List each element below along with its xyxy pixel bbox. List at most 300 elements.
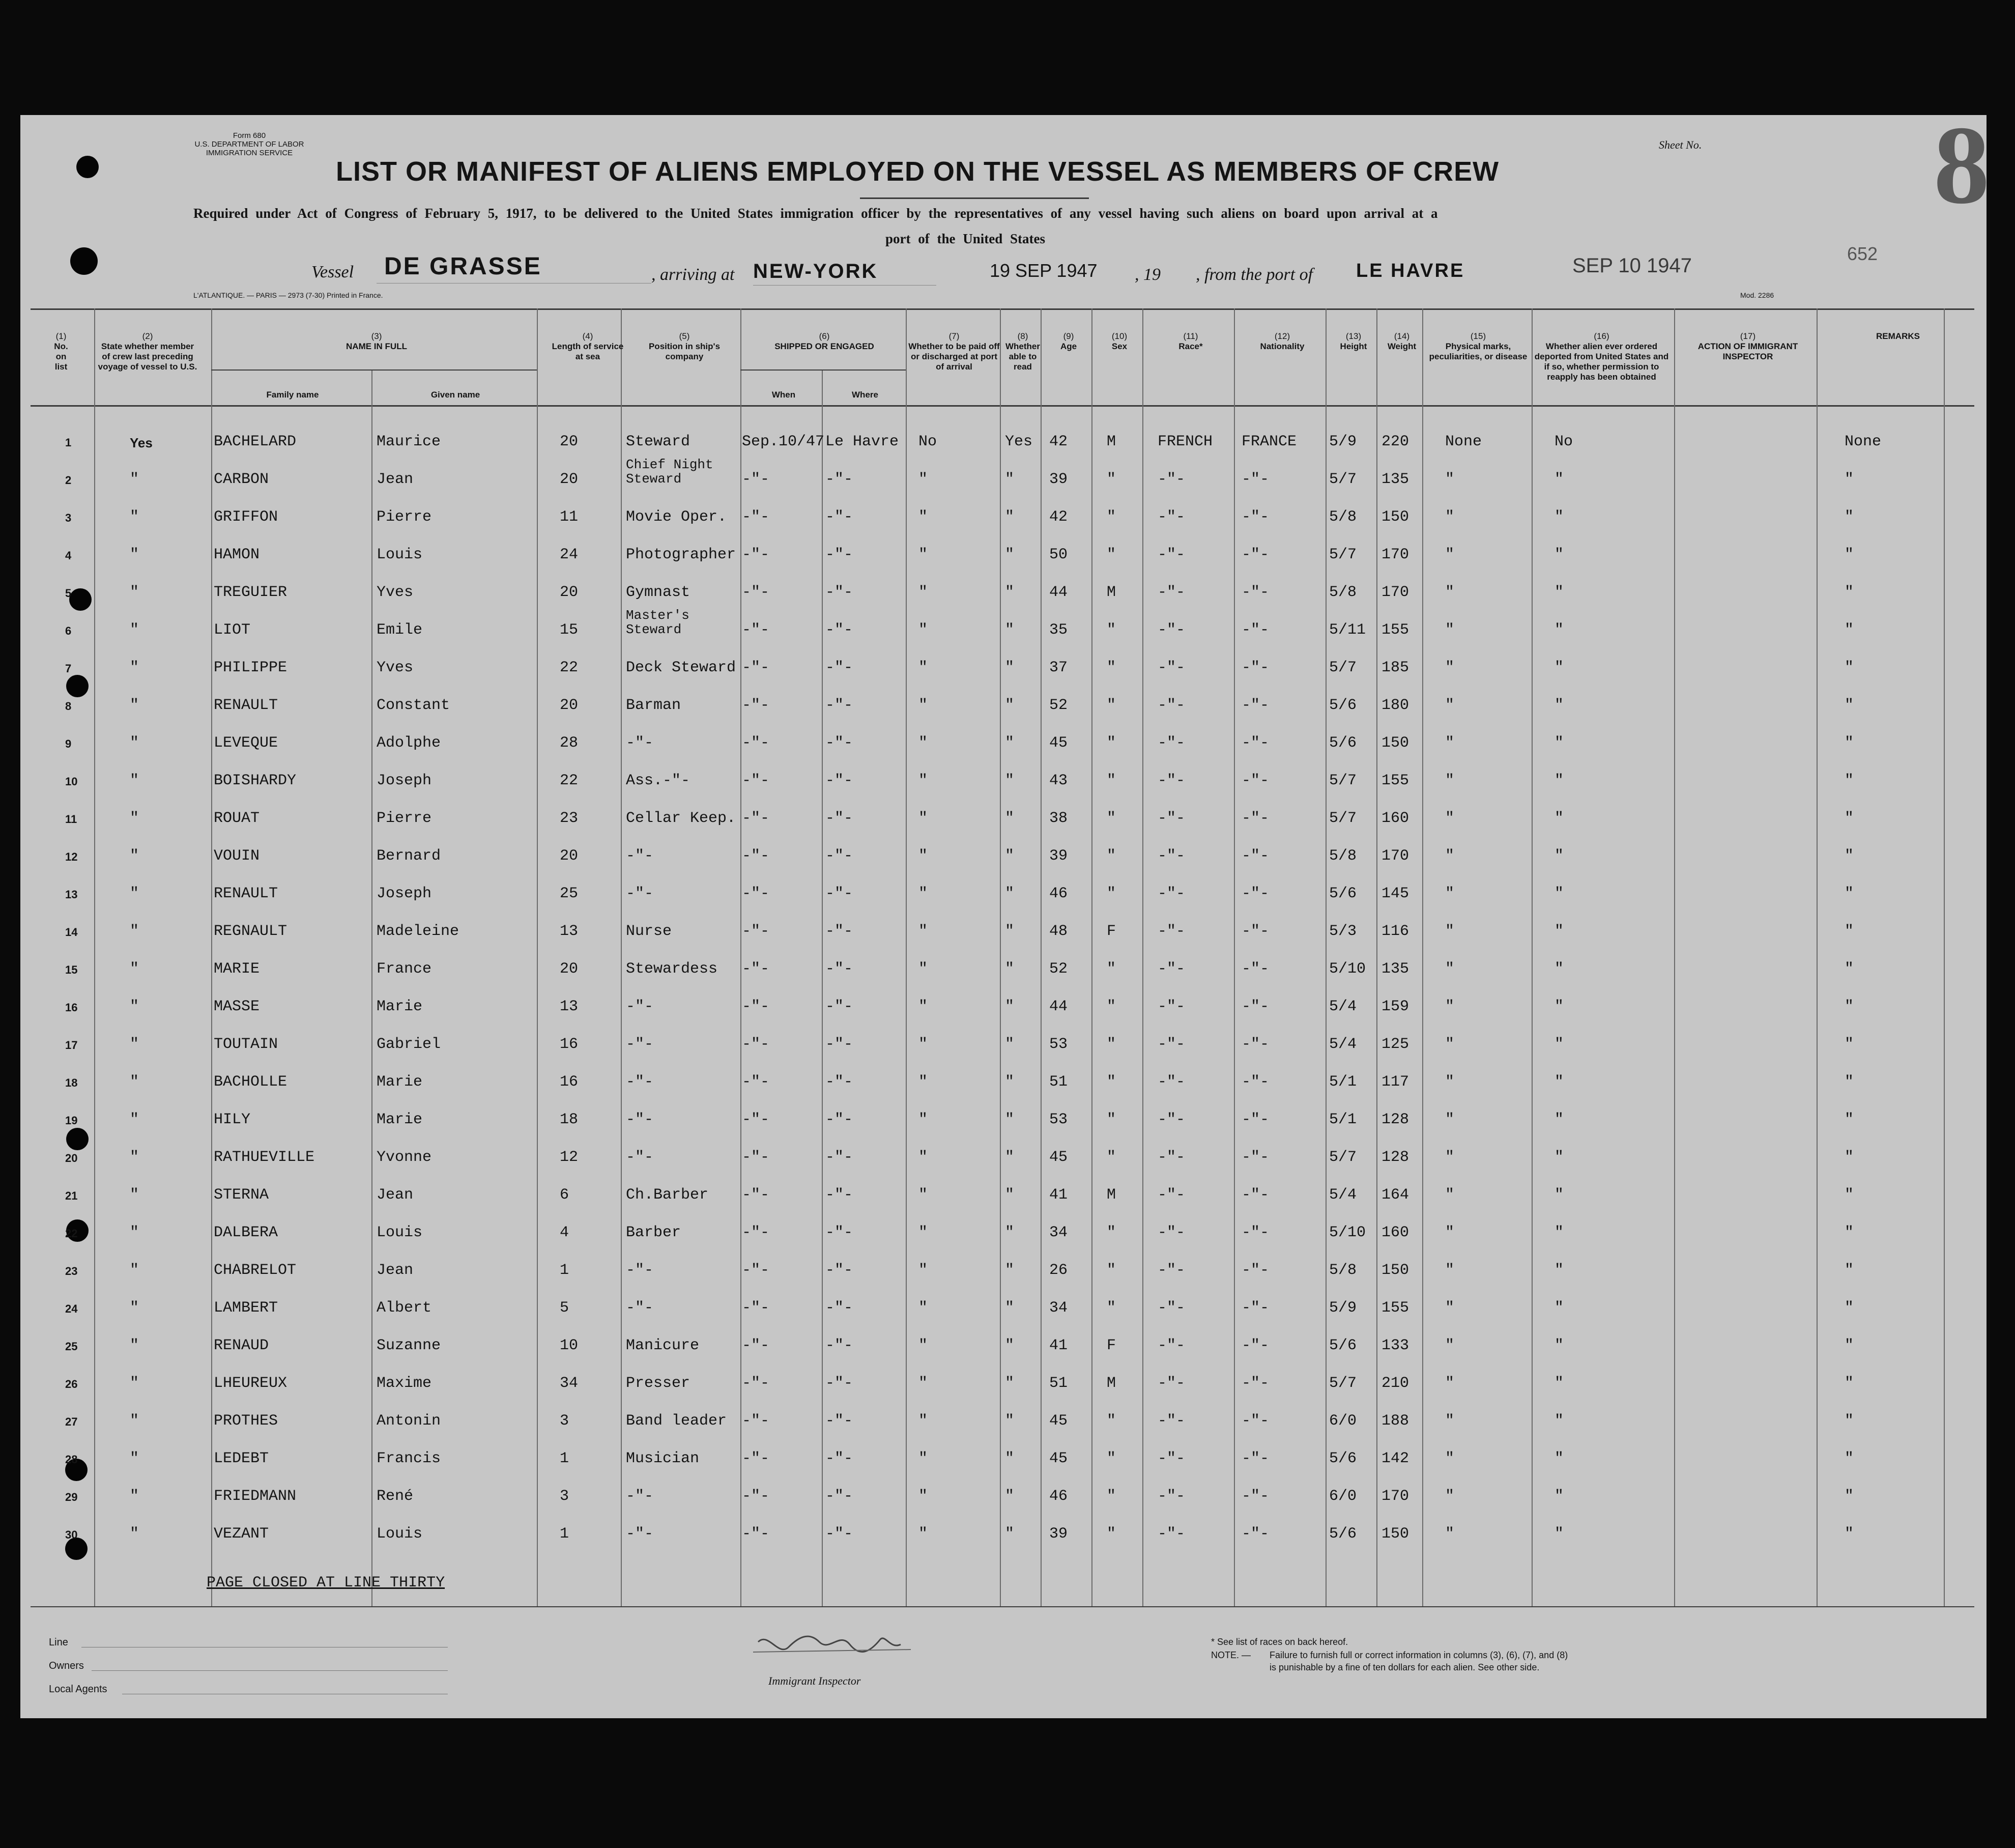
weight-cell: 155: [1381, 772, 1409, 789]
col-header-remarks: REMARKS: [1876, 331, 1920, 341]
shipped-when-cell: -"-: [742, 659, 770, 676]
able-to-read-cell: ": [1005, 1262, 1015, 1279]
shipped-when-cell: -"-: [742, 471, 770, 488]
shipped-where-cell: -"-: [825, 847, 853, 865]
nationality-cell: -"-: [1242, 1488, 1270, 1505]
age-cell: 43: [1049, 772, 1068, 789]
sex-cell: M: [1107, 1186, 1116, 1204]
paid-off-cell: ": [918, 847, 928, 865]
shipped-where-cell: -"-: [825, 659, 853, 676]
deported-cell: ": [1555, 546, 1564, 563]
line-number-cell: 1: [65, 436, 72, 449]
table-bottom-rule: [31, 1606, 1974, 1607]
sex-cell: ": [1107, 1111, 1116, 1128]
position-cell: Chief Night Steward: [626, 457, 713, 487]
remarks-cell: ": [1845, 1073, 1854, 1091]
race-cell: -"-: [1158, 810, 1186, 827]
paid-off-cell: ": [918, 1412, 928, 1430]
prior-voyage-cell: ": [130, 1224, 139, 1241]
remarks-cell: ": [1845, 508, 1854, 526]
physical-marks-cell: ": [1445, 1375, 1455, 1392]
height-cell: 5/8: [1329, 584, 1357, 601]
paid-off-cell: ": [918, 508, 928, 526]
col-header-17: (17) ACTION OF IMMIGRANT INSPECTOR: [1697, 331, 1798, 361]
given-name-cell: Joseph: [377, 772, 432, 789]
shipped-when-cell: -"-: [742, 1149, 770, 1166]
length-of-service-cell: 28: [560, 734, 579, 752]
prior-voyage-cell: ": [130, 1149, 139, 1166]
physical-marks-cell: ": [1445, 1262, 1455, 1279]
shipped-where-cell: -"-: [825, 1488, 853, 1505]
sex-cell: ": [1107, 1149, 1116, 1166]
family-name-cell: LEDEBT: [214, 1450, 269, 1467]
race-cell: -"-: [1158, 1073, 1186, 1091]
able-to-read-cell: ": [1005, 1488, 1015, 1505]
line-number-cell: 10: [65, 775, 78, 788]
position-cell: Presser: [626, 1375, 690, 1392]
length-of-service-cell: 20: [560, 471, 579, 488]
nationality-cell: -"-: [1242, 1186, 1270, 1204]
shipped-when-cell: -"-: [742, 734, 770, 752]
page-closed-note: PAGE CLOSED AT LINE THIRTY: [207, 1574, 445, 1591]
family-name-cell: BOISHARDY: [214, 772, 297, 789]
shipped-where-cell: -"-: [825, 508, 853, 526]
line-number-cell: 9: [65, 737, 72, 750]
nationality-cell: -"-: [1242, 885, 1270, 902]
shipped-when-cell: -"-: [742, 923, 770, 940]
weight-cell: 117: [1381, 1073, 1409, 1091]
deported-cell: ": [1555, 471, 1564, 488]
given-name-cell: Jean: [377, 471, 414, 488]
manifest-sheet: [20, 103, 1990, 1718]
agents-label: Local Agents: [49, 1684, 107, 1695]
year-label: , 19: [1135, 265, 1161, 284]
deported-cell: ": [1555, 772, 1564, 789]
physical-marks-cell: ": [1445, 885, 1455, 902]
physical-marks-cell: ": [1445, 1149, 1455, 1166]
remarks-cell: ": [1845, 471, 1854, 488]
punch-hole: [66, 1128, 89, 1150]
punch-hole: [66, 675, 89, 697]
given-name-cell: Jean: [377, 1262, 414, 1279]
line-number-cell: 5: [65, 587, 72, 600]
paid-off-cell: ": [918, 1224, 928, 1241]
physical-marks-cell: ": [1445, 659, 1455, 676]
position-cell: Stewardess: [626, 960, 718, 978]
race-cell: -"-: [1158, 659, 1186, 676]
weight-cell: 160: [1381, 810, 1409, 827]
family-name-cell: MARIE: [214, 960, 260, 978]
nationality-cell: -"-: [1242, 1073, 1270, 1091]
family-name-cell: STERNA: [214, 1186, 269, 1204]
race-cell: -"-: [1158, 1375, 1186, 1392]
length-of-service-cell: 1: [560, 1450, 569, 1467]
height-cell: 5/7: [1329, 1375, 1357, 1392]
given-name-cell: Joseph: [377, 885, 432, 902]
family-name-cell: CHABRELOT: [214, 1262, 297, 1279]
age-cell: 45: [1049, 1450, 1068, 1467]
length-of-service-cell: 16: [560, 1036, 579, 1053]
length-of-service-cell: 24: [560, 546, 579, 563]
sex-cell: ": [1107, 1262, 1116, 1279]
deported-cell: ": [1555, 1525, 1564, 1543]
requirement-text-2: port of the United States: [885, 231, 1045, 246]
weight-cell: 135: [1381, 960, 1409, 978]
prior-voyage-cell: ": [130, 960, 139, 978]
weight-cell: 180: [1381, 697, 1409, 714]
race-cell: -"-: [1158, 998, 1186, 1015]
column-line: [1674, 308, 1675, 1606]
line-number-cell: 13: [65, 888, 78, 901]
able-to-read-cell: ": [1005, 1149, 1015, 1166]
punch-hole: [76, 156, 99, 178]
nationality-cell: -"-: [1242, 1299, 1270, 1317]
paid-off-cell: ": [918, 772, 928, 789]
paid-off-cell: ": [918, 1186, 928, 1204]
given-name-cell: Maurice: [377, 433, 441, 450]
remarks-cell: ": [1845, 772, 1854, 789]
shipped-where-cell: -"-: [825, 471, 853, 488]
shipped-when-cell: -"-: [742, 998, 770, 1015]
prior-voyage-cell: Yes: [130, 435, 153, 450]
paid-off-cell: ": [918, 1111, 928, 1128]
line-number-cell: 19: [65, 1114, 78, 1127]
physical-marks-cell: ": [1445, 772, 1455, 789]
height-cell: 5/7: [1329, 1149, 1357, 1166]
physical-marks-cell: ": [1445, 847, 1455, 865]
nationality-cell: -"-: [1242, 471, 1270, 488]
col-header-11: (11) Race*: [1178, 331, 1203, 351]
subheader-rule: [211, 369, 537, 371]
height-cell: 5/6: [1329, 1525, 1357, 1543]
deported-cell: ": [1555, 1149, 1564, 1166]
prior-voyage-cell: ": [130, 697, 139, 714]
shipped-when-cell: -"-: [742, 1224, 770, 1241]
shipped-when-cell: -"-: [742, 1375, 770, 1392]
weight-cell: 164: [1381, 1186, 1409, 1204]
line-number-cell: 6: [65, 624, 72, 637]
inspector-signature: [748, 1622, 921, 1667]
prior-voyage-cell: ": [130, 772, 139, 789]
physical-marks-cell: ": [1445, 1036, 1455, 1053]
shipped-where-cell: -"-: [825, 1149, 853, 1166]
weight-cell: 150: [1381, 508, 1409, 526]
race-cell: -"-: [1158, 772, 1186, 789]
weight-cell: 210: [1381, 1375, 1409, 1392]
able-to-read-cell: ": [1005, 960, 1015, 978]
paid-off-cell: ": [918, 1488, 928, 1505]
line-number-cell: 14: [65, 926, 78, 939]
remarks-cell: ": [1845, 1412, 1854, 1430]
height-cell: 5/8: [1329, 508, 1357, 526]
remarks-cell: ": [1845, 998, 1854, 1015]
shipped-when-cell: -"-: [742, 1036, 770, 1053]
able-to-read-cell: ": [1005, 621, 1015, 639]
family-name-cell: PHILIPPE: [214, 659, 287, 676]
position-cell: Nurse: [626, 923, 672, 940]
age-cell: 51: [1049, 1073, 1068, 1091]
shipped-when-cell: -"-: [742, 1525, 770, 1543]
age-cell: 53: [1049, 1111, 1068, 1128]
remarks-cell: ": [1845, 1299, 1854, 1317]
physical-marks-cell: ": [1445, 1111, 1455, 1128]
length-of-service-cell: 20: [560, 847, 579, 865]
line-label: Line: [49, 1637, 68, 1648]
shipped-when-cell: -"-: [742, 810, 770, 827]
remarks-cell: ": [1845, 1149, 1854, 1166]
physical-marks-cell: ": [1445, 621, 1455, 639]
nationality-cell: -"-: [1242, 1224, 1270, 1241]
column-line: [94, 308, 95, 1606]
column-line: [1041, 308, 1042, 1606]
given-name-cell: Francis: [377, 1450, 441, 1467]
sex-cell: ": [1107, 1412, 1116, 1430]
age-cell: 45: [1049, 734, 1068, 752]
paid-off-cell: ": [918, 1036, 928, 1053]
length-of-service-cell: 16: [560, 1073, 579, 1091]
column-line: [822, 369, 823, 1606]
paid-off-cell: ": [918, 1149, 928, 1166]
sex-cell: ": [1107, 734, 1116, 752]
department: U.S. DEPARTMENT OF LABOR: [194, 140, 304, 149]
family-name-cell: BACHELARD: [214, 433, 297, 450]
able-to-read-cell: ": [1005, 508, 1015, 526]
col-header-1: (1) No. on list: [54, 331, 68, 372]
height-cell: 5/4: [1329, 1186, 1357, 1204]
position-cell: Manicure: [626, 1337, 700, 1354]
given-name-cell: Suzanne: [377, 1337, 441, 1354]
line-number-cell: 11: [65, 813, 77, 826]
weight-cell: 150: [1381, 1525, 1409, 1543]
physical-marks-cell: ": [1445, 1337, 1455, 1354]
able-to-read-cell: ": [1005, 1073, 1015, 1091]
height-cell: 5/6: [1329, 697, 1357, 714]
page-stamp: 652: [1847, 243, 1878, 264]
deported-cell: ": [1555, 584, 1564, 601]
weight-cell: 170: [1381, 584, 1409, 601]
shipped-when-cell: -"-: [742, 847, 770, 865]
prior-voyage-cell: ": [130, 1262, 139, 1279]
age-cell: 46: [1049, 885, 1068, 902]
shipped-where-cell: -"-: [825, 546, 853, 563]
prior-voyage-cell: ": [130, 1186, 139, 1204]
length-of-service-cell: 22: [560, 772, 579, 789]
shipped-when-cell: -"-: [742, 1337, 770, 1354]
col-header-2: (2) State whether member of crew last preceding voyage of vessel to U.S.: [98, 331, 197, 372]
age-cell: 48: [1049, 923, 1068, 940]
line-number-cell: 20: [65, 1152, 78, 1164]
race-cell: -"-: [1158, 1262, 1186, 1279]
nationality-cell: -"-: [1242, 998, 1270, 1015]
service: IMMIGRATION SERVICE: [206, 149, 293, 157]
given-name-cell: René: [377, 1488, 414, 1505]
age-cell: 39: [1049, 1525, 1068, 1543]
sex-cell: ": [1107, 1073, 1116, 1091]
inspector-label: Immigrant Inspector: [768, 1674, 861, 1687]
sex-cell: ": [1107, 998, 1116, 1015]
family-name-cell: VOUIN: [214, 847, 260, 865]
given-name-cell: Marie: [377, 1111, 423, 1128]
family-name-cell: BACHOLLE: [214, 1073, 287, 1091]
remarks-cell: ": [1845, 1450, 1854, 1467]
deported-cell: ": [1555, 697, 1564, 714]
position-cell: -"-: [626, 1488, 654, 1505]
column-line: [1000, 308, 1001, 1606]
length-of-service-cell: 13: [560, 998, 579, 1015]
remarks-cell: ": [1845, 810, 1854, 827]
family-name-cell: LIOT: [214, 621, 251, 639]
shipped-when-cell: -"-: [742, 1412, 770, 1430]
given-name-cell: France: [377, 960, 432, 978]
physical-marks-cell: ": [1445, 810, 1455, 827]
line-number-cell: 26: [65, 1378, 78, 1390]
able-to-read-cell: ": [1005, 923, 1015, 940]
position-cell: Ch.Barber: [626, 1186, 709, 1204]
column-line: [211, 308, 212, 1606]
sex-cell: ": [1107, 697, 1116, 714]
paid-off-cell: ": [918, 697, 928, 714]
position-cell: -"-: [626, 1111, 654, 1128]
line-number-cell: 12: [65, 850, 78, 863]
age-cell: 52: [1049, 697, 1068, 714]
given-name-cell: Emile: [377, 621, 423, 639]
race-cell: FRENCH: [1158, 433, 1213, 450]
column-line: [1091, 308, 1092, 1606]
arrival-date-stamp: 19 SEP 1947: [990, 260, 1098, 281]
nationality-cell: -"-: [1242, 1412, 1270, 1430]
age-cell: 42: [1049, 508, 1068, 526]
length-of-service-cell: 25: [560, 885, 579, 902]
physical-marks-cell: ": [1445, 471, 1455, 488]
column-line: [1532, 308, 1533, 1606]
line-number-cell: 27: [65, 1415, 78, 1428]
paid-off-cell: ": [918, 546, 928, 563]
height-cell: 5/7: [1329, 546, 1357, 563]
physical-marks-cell: ": [1445, 923, 1455, 940]
sheet-number: 8: [1934, 103, 1990, 227]
length-of-service-cell: 4: [560, 1224, 569, 1241]
physical-marks-cell: ": [1445, 1525, 1455, 1543]
sex-cell: M: [1107, 433, 1116, 450]
col-header-10: (10) Sex: [1111, 331, 1128, 351]
position-cell: Movie Oper.: [626, 508, 727, 526]
prior-voyage-cell: ": [130, 1299, 139, 1317]
given-name-cell: Gabriel: [377, 1036, 441, 1053]
race-cell: -"-: [1158, 621, 1186, 639]
race-cell: -"-: [1158, 1525, 1186, 1543]
race-cell: -"-: [1158, 546, 1186, 563]
sex-cell: ": [1107, 772, 1116, 789]
height-cell: 5/4: [1329, 998, 1357, 1015]
paid-off-cell: ": [918, 471, 928, 488]
shipped-where-cell: -"-: [825, 772, 853, 789]
line-number-cell: 25: [65, 1340, 78, 1353]
line-number-cell: 24: [65, 1302, 78, 1315]
age-cell: 46: [1049, 1488, 1068, 1505]
family-name-cell: RENAULT: [214, 885, 278, 902]
length-of-service-cell: 22: [560, 659, 579, 676]
height-cell: 5/9: [1329, 1299, 1357, 1317]
prior-voyage-cell: ": [130, 923, 139, 940]
family-name-cell: FRIEDMANN: [214, 1488, 297, 1505]
height-cell: 5/8: [1329, 1262, 1357, 1279]
remarks-cell: ": [1845, 847, 1854, 865]
height-cell: 5/4: [1329, 1036, 1357, 1053]
given-name-cell: Constant: [377, 697, 450, 714]
deported-cell: ": [1555, 734, 1564, 752]
paid-off-cell: No: [918, 433, 937, 450]
col-header-6-when: When: [771, 390, 796, 400]
col-header-3-family: Family name: [266, 390, 319, 400]
weight-cell: 145: [1381, 885, 1409, 902]
race-cell: -"-: [1158, 1412, 1186, 1430]
able-to-read-cell: ": [1005, 584, 1015, 601]
paid-off-cell: ": [918, 1262, 928, 1279]
given-name-cell: Bernard: [377, 847, 441, 865]
shipped-where-cell: -"-: [825, 1073, 853, 1091]
age-cell: 53: [1049, 1036, 1068, 1053]
position-cell: -"-: [626, 998, 654, 1015]
remarks-cell: ": [1845, 584, 1854, 601]
nationality-cell: -"-: [1242, 584, 1270, 601]
sex-cell: M: [1107, 584, 1116, 601]
family-name-cell: TOUTAIN: [214, 1036, 278, 1053]
family-name-cell: HILY: [214, 1111, 251, 1128]
sex-cell: F: [1107, 923, 1116, 940]
age-cell: 45: [1049, 1149, 1068, 1166]
age-cell: 39: [1049, 471, 1068, 488]
physical-marks-cell: ": [1445, 1450, 1455, 1467]
shipped-where-cell: -"-: [825, 1412, 853, 1430]
shipped-when-cell: -"-: [742, 1111, 770, 1128]
sex-cell: M: [1107, 1375, 1116, 1392]
position-cell: Barber: [626, 1224, 681, 1241]
sex-cell: ": [1107, 1036, 1116, 1053]
physical-marks-cell: ": [1445, 1186, 1455, 1204]
family-name-cell: GRIFFON: [214, 508, 278, 526]
punch-hole: [70, 247, 98, 275]
prior-voyage-cell: ": [130, 546, 139, 563]
prior-voyage-cell: ": [130, 734, 139, 752]
form-number: Form 680: [233, 131, 266, 140]
deported-cell: ": [1555, 1488, 1564, 1505]
weight-cell: 125: [1381, 1036, 1409, 1053]
height-cell: 5/3: [1329, 923, 1357, 940]
sex-cell: ": [1107, 1525, 1116, 1543]
subheader-rule: [740, 369, 906, 371]
paid-off-cell: ": [918, 1073, 928, 1091]
column-line: [740, 308, 741, 1606]
note-label: NOTE. —: [1211, 1650, 1251, 1660]
physical-marks-cell: ": [1445, 1073, 1455, 1091]
deported-cell: ": [1555, 810, 1564, 827]
given-name-cell: Yves: [377, 659, 414, 676]
col-header-9: (9) Age: [1060, 331, 1077, 351]
nationality-cell: -"-: [1242, 810, 1270, 827]
col-header-3-given: Given name: [430, 390, 480, 400]
physical-marks-cell: None: [1445, 433, 1482, 450]
shipped-where-cell: -"-: [825, 810, 853, 827]
position-cell: -"-: [626, 1299, 654, 1317]
weight-cell: 155: [1381, 1299, 1409, 1317]
weight-cell: 142: [1381, 1450, 1409, 1467]
length-of-service-cell: 18: [560, 1111, 579, 1128]
header-bottom-rule: [31, 405, 1974, 407]
able-to-read-cell: ": [1005, 772, 1015, 789]
deported-cell: ": [1555, 1375, 1564, 1392]
nationality-cell: -"-: [1242, 1262, 1270, 1279]
paid-off-cell: ": [918, 960, 928, 978]
